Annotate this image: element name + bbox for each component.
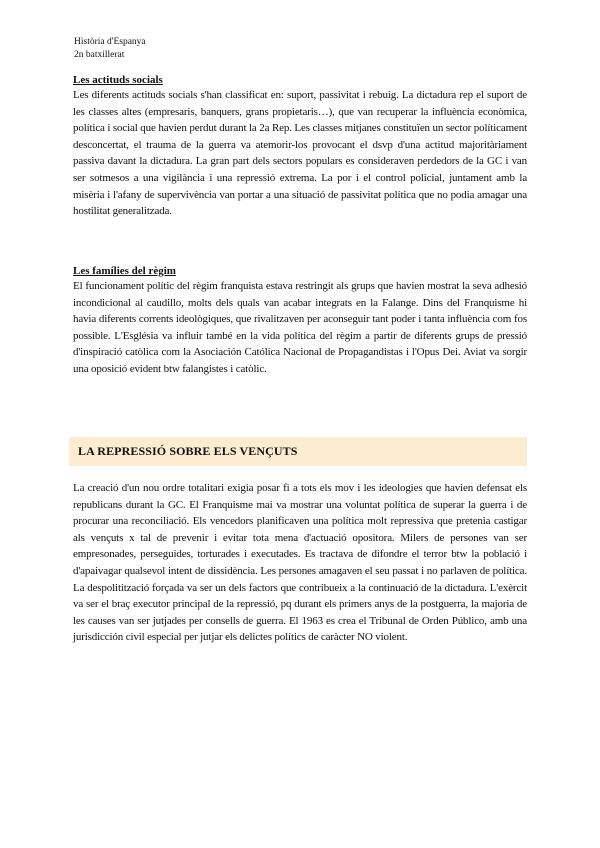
header-subject: Història d'Espanya [74,37,146,47]
section-families-regim [73,264,527,378]
section-actituds-socials [73,73,527,220]
paragraph-families: El funcionament polític del règim franquista estava restringit als grups que havien mostrat la seva adhesió incondicional al caudillo, molts dels quals van acabar integrats en la Falange. Dins del Franquisme hi havia diferents corrents ideològiques, que rivalitzaven per aconseguir tant poder i tanta influència com fos possible. L'Església va influir també en la vida política del règim a partir de diferents grups de pressió d'inspiració catòlica com la Asociación Católica Nacional de Propagandistas i l'Opus Dei. Aviat va sorgir una oposició evident btw falangistes i catòlic. [73,280,527,375]
section-repressio [73,480,527,646]
heading-banner-repressio: LA REPRESSIÓ SOBRE ELS VENÇUTS [69,437,527,466]
page-header [74,36,146,62]
section-title-actituds: Les actituds socials [73,74,163,86]
paragraph-repressio: La creació d'un nou ordre totalitari exigia posar fi a tots els mov i les ideologies que havien defensat els republicans durant la GC. El Franquisme mai va mostrar una voluntat política de superar la guerra i de procurar una reconciliació. Els vencedors planificaven una política molt repressiva que pretenia castigar als vençuts x tal de prevenir i evitar tota mena d'actuació opositora. Milers de persones van ser empresonades, perseguides, torturades i executades. Es tractava de difondre el terror btw la població i d'apaivagar qualsevol intent de dissidència. Les persones amagaven el seu passat i no parlaven de política. La despolitització forçada va ser un dels factors que contribueix a la continuació de la dictadura. L'exèrcit va ser el braç executor principal de la repressió, pq durant els primers anys de la postguerra, la majoria de les causes van ser jutjades per consells de guerra. El 1963 es crea el Tribunal de Orden Público, amb una jurisdicción civil especial per jutjar els delictes polítics de caràcter NO violent. [73,482,527,644]
section-title-families: Les famílies del règim [73,265,176,277]
header-course: 2n batxillerat [74,50,125,60]
paragraph-actituds: Les diferents actituds socials s'han classificat en: suport, passivitat i rebuig. La dictadura rep el suport de les classes altes (empresaris, banquers, grans propietaris…), que van recuperar la influència econòmica, política i social que havien perdut durant la 2a Rep. Les classes mitjanes constituïen un sector políticament desconcertat, el trauma de la guerra va atemorir-los provocant el dsvp d'una actitud majoritàriament passiva davant la dictadura. La gran part dels sectors populars es consideraven perdedors de la GC i van ser sotmesos a una vigilància i una repressió extrema. La por i el control policial, juntament amb la misèria i l'afany de supervivència van portar a una situació de passivitat política que no podia amagar una hostilitat generalitzada. [73,89,527,218]
